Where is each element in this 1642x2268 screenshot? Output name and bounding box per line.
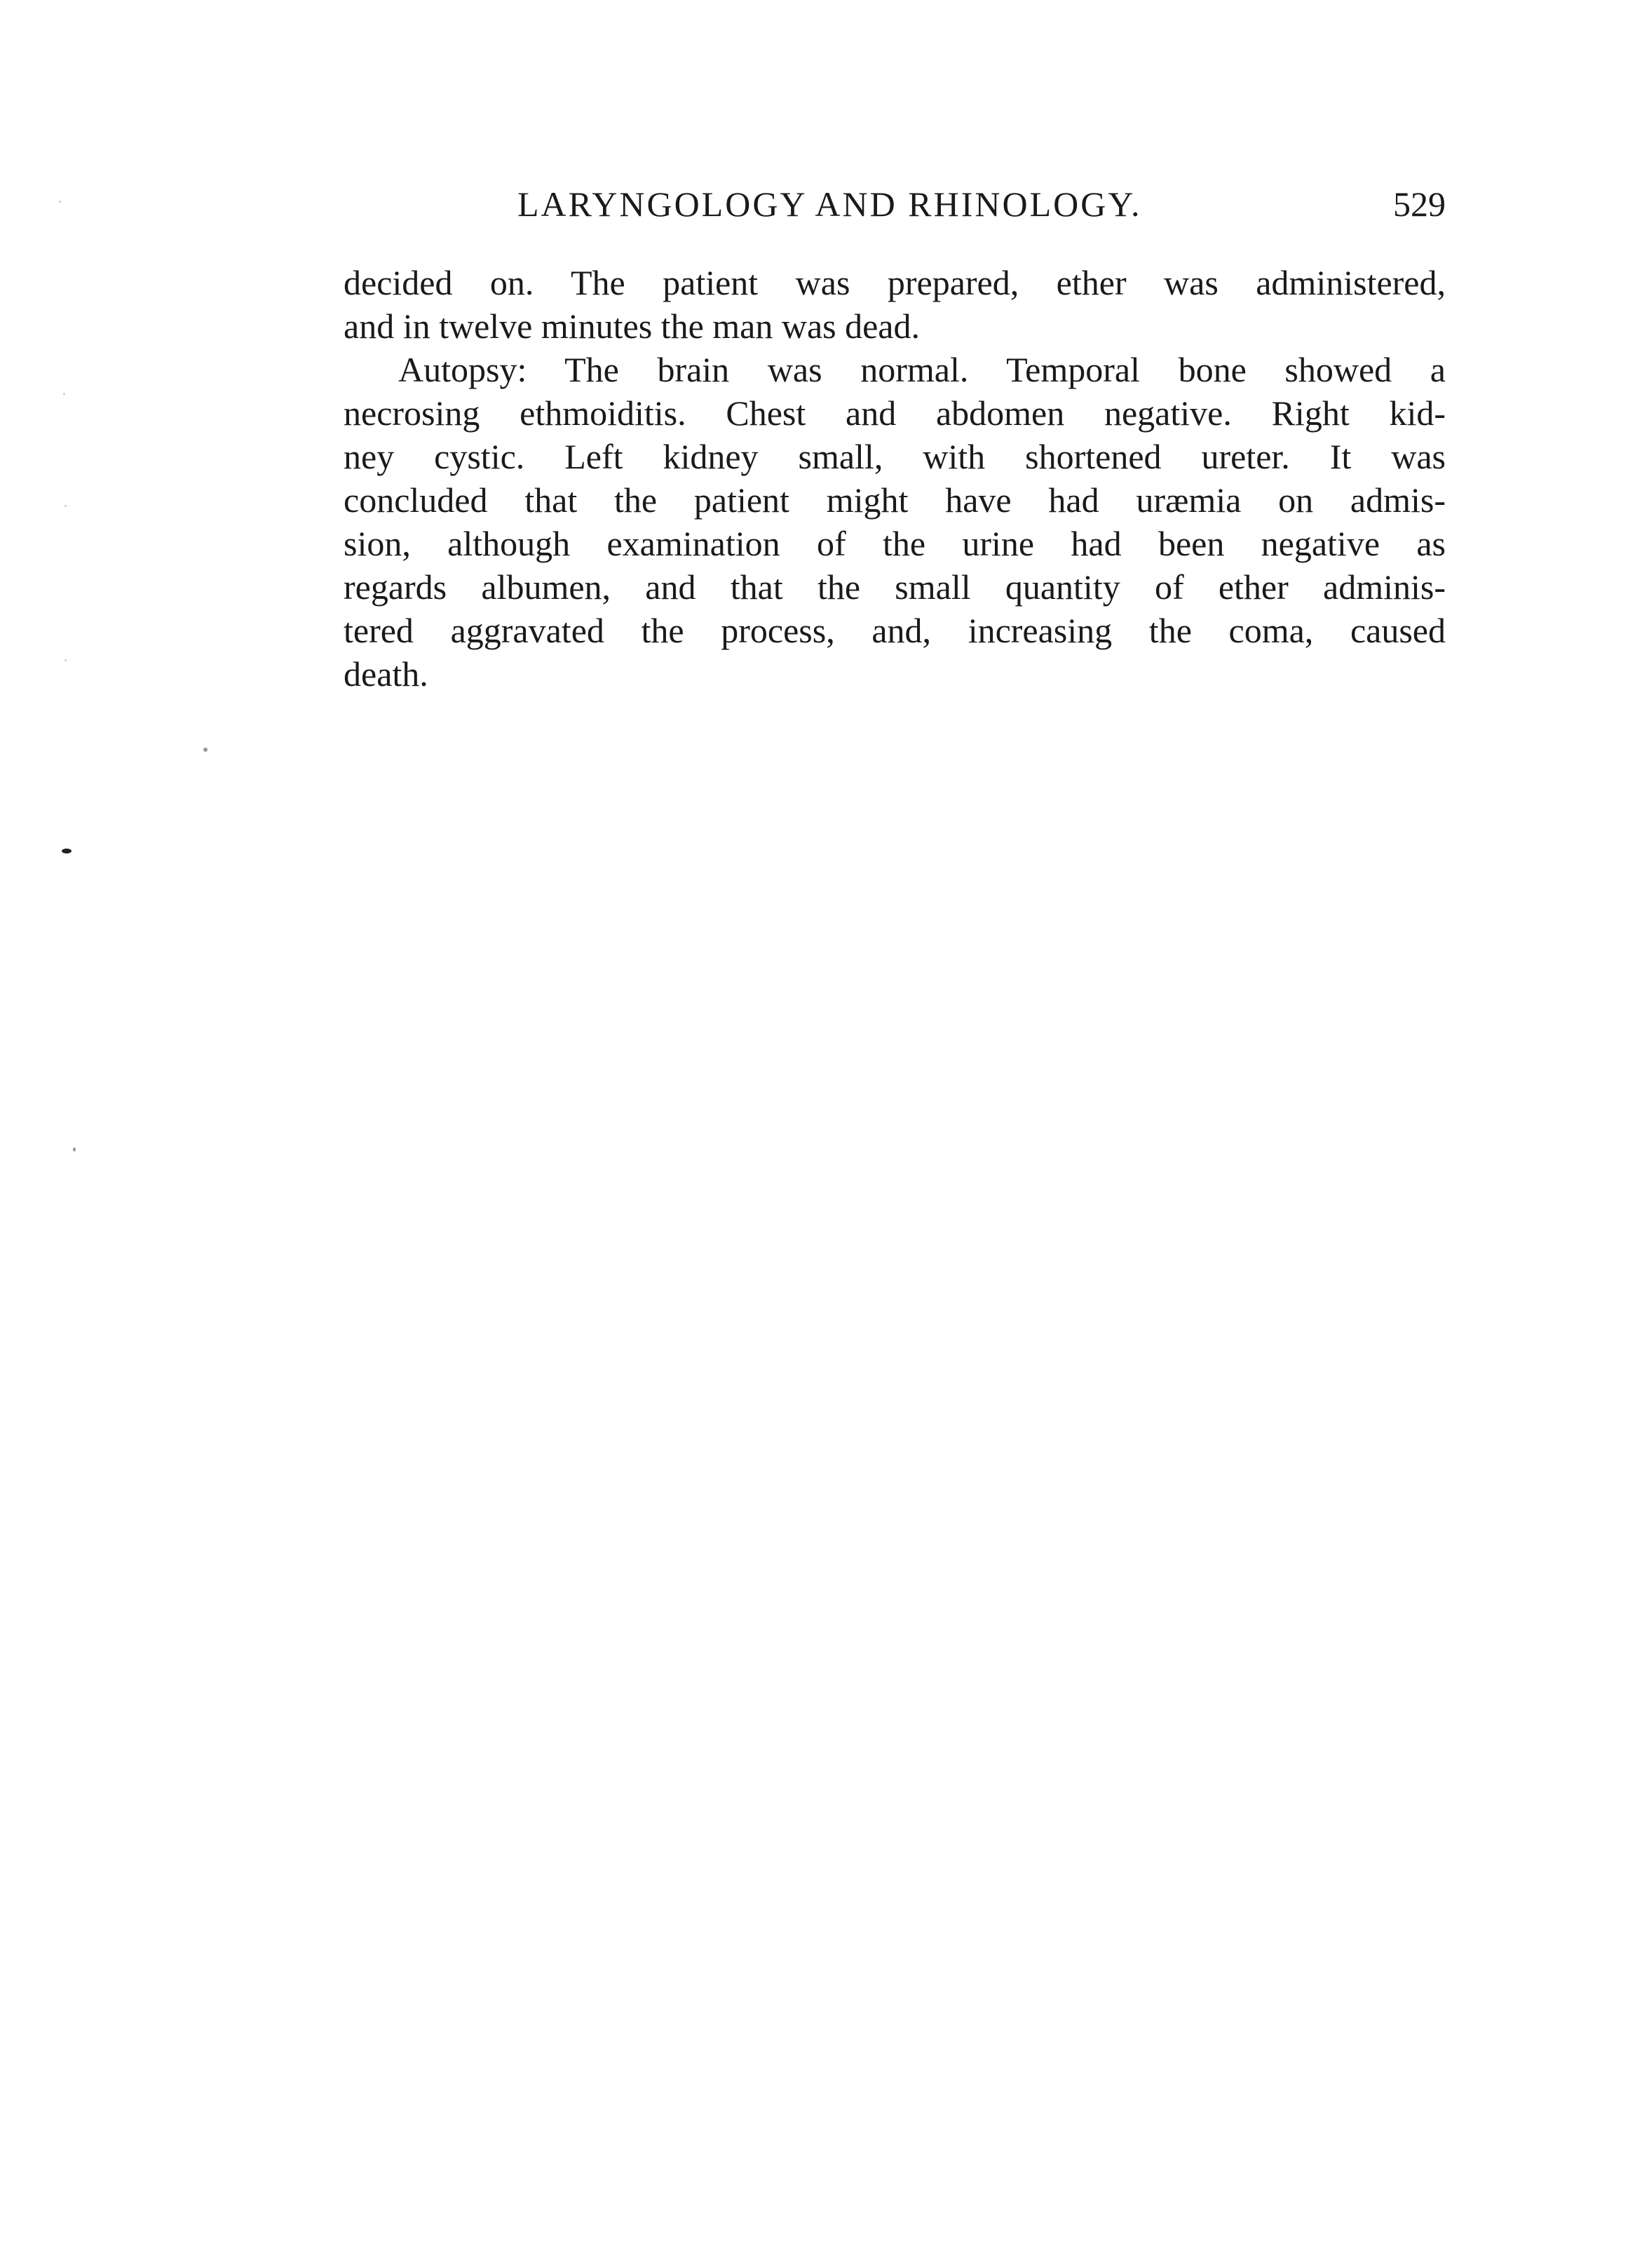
text-line: death. xyxy=(344,654,428,694)
body-text xyxy=(344,261,1446,696)
scan-speck xyxy=(62,849,72,853)
scan-speck xyxy=(203,748,208,752)
page-number: 529 xyxy=(1393,184,1446,224)
text-line: sion, although examination of the urine had been negative as xyxy=(344,524,1446,563)
running-head xyxy=(344,184,1446,233)
text-line: ney cystic. Left kidney small, with shortened ureter. It was xyxy=(344,437,1446,476)
paragraph-start-line: Autopsy: The brain was normal. Temporal bone showed a xyxy=(398,350,1446,389)
scan-speck xyxy=(73,1147,76,1152)
running-title: LARYNGOLOGY AND RHINOLOGY. xyxy=(517,184,1142,224)
scan-speck xyxy=(65,659,67,661)
text-line: decided on. The patient was prepared, ether was administered, xyxy=(344,263,1446,302)
text-line: regards albumen, and that the small quantity of ether adminis- xyxy=(344,567,1446,607)
scan-speck xyxy=(63,393,65,395)
scan-speck xyxy=(59,201,61,203)
text-line: necrosing ethmoiditis. Chest and abdomen negative. Right kid- xyxy=(344,393,1446,433)
scan-speck xyxy=(65,505,67,507)
text-line: concluded that the patient might have had uræmia on admis- xyxy=(344,480,1446,520)
text-line: and in twelve minutes the man was dead. xyxy=(344,306,920,346)
text-line: tered aggravated the process, and, increasing the coma, caused xyxy=(344,611,1446,650)
